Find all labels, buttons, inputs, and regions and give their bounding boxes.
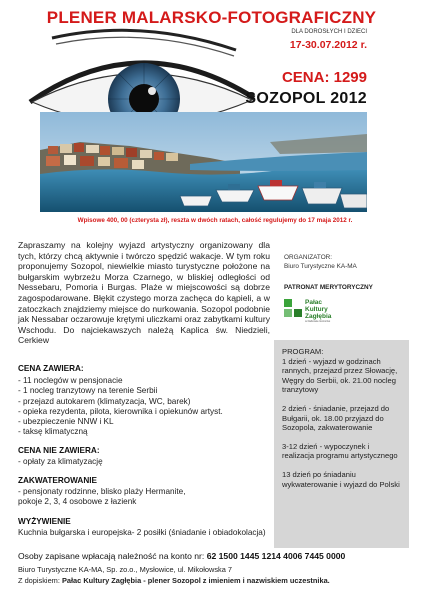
account-prefix: Osoby zapisane wpłacają należność na konto nr:: [18, 551, 207, 561]
transfer-note: Pałac Kultury Zagłębia - plener Sozopol z imieniem i nazwiskiem uczestnika.: [61, 576, 330, 585]
includes-item: - opieka rezydenta, pilota, kierownika i opiekunów artyst.: [18, 406, 223, 416]
organizer-name: Biuro Turystyczne KA-MA: [284, 263, 357, 270]
accommodation-item: pokoje 2, 3, 4 osobowe z łazienk: [18, 497, 137, 507]
includes-list: [18, 376, 223, 438]
includes-item: - 11 noclegów w pensjonacie: [18, 376, 123, 385]
logo-line-3: Zagłębia: [305, 313, 332, 320]
accommodation-heading: ZAKWATEROWANIE: [18, 476, 97, 485]
poster-title: PLENER MALARSKO-FOTOGRAFICZNY: [46, 8, 377, 27]
food-heading: WYŻYWIENIE: [18, 517, 71, 526]
transfer-note-line: [18, 576, 330, 585]
logo-line-2: Kultury: [305, 306, 328, 313]
intro-paragraph: Zapraszamy na kolejny wyjazd artystyczny organizowany dla tych, którzy chcą aktywnie i twórczo spędzić wakacje. W tym roku proponujemy Sozopol, niewielkie miasto turystyczne położone na bułgarskim wybrzeżu Morza Czarnego, w bliskiej odległości od Nessebaru, Pomoria i Burgas. Plaże w miejscowości są dobrze zagospodarowane. Błękit czystego morza zachęca do kąpieli, a w zatoczkach znajdziemy miejsce do nurkowania. Sozopol podobnie jak Nessabar oczarowuje krętymi uliczkami oraz zabytkami kultury Wschodu. Do najciekawszych należą Kaplica św. Niedzieli, Cerkiew: [18, 240, 270, 346]
program-item-2: 2 dzień - śniadanie, przejazd do Bułgarii, ok. 18.00 przyjazd do Sozopola, zakwaterowanie: [282, 403, 390, 433]
palac-kultury-logo-icon: [284, 296, 344, 322]
sozopol-photo: [40, 112, 367, 212]
program-item-3: 3-12 dzień - wypoczynek i realizacja programu artystycznego: [282, 441, 398, 461]
price: CENA: 1299: [281, 69, 367, 86]
includes-item: - taksę klimatyczną: [18, 427, 88, 437]
event-dates: 17-30.07.2012 r.: [289, 39, 367, 51]
accommodation-item: - pensjonaty rodzinne, blisko plaży Hermanite,: [18, 487, 186, 496]
program-box: [274, 340, 409, 548]
food-item: Kuchnia bułgarska i europejska- 2 posiłki (śniadanie i obiadokolacja): [18, 528, 266, 537]
excludes-heading: CENA NIE ZAWIERA:: [18, 446, 100, 455]
includes-item: - ubezpieczenie NNW i KL: [18, 417, 114, 427]
patron-label: PATRONAT MERYTORYCZNY: [284, 284, 373, 291]
payment-account-line: [18, 551, 345, 561]
logo-line-1: Pałac: [305, 299, 322, 306]
includes-heading: CENA ZAWIERA:: [18, 364, 84, 373]
includes-item: - przejazd autokarem (klimatyzacja, WC, barek): [18, 396, 191, 406]
poster-subtitle: DLA DOROSŁYCH I DZIECI: [291, 29, 367, 35]
accommodation-list: [18, 487, 185, 508]
bank-account-number: 62 1500 1445 1214 4006 7445 0000: [206, 551, 346, 561]
program-item-4: 13 dzień po śniadaniu wykwaterowanie i wyjazd do Polski: [282, 469, 400, 489]
includes-item: - 1 nocleg tranzytowy na terenie Serbii: [18, 386, 158, 396]
food-text: [18, 528, 266, 538]
excludes-item: - opłaty za klimatyzację: [18, 457, 103, 466]
excludes-list: [18, 457, 103, 467]
agency-address: Biuro Turystyczne KA-MA, Sp. zo.o., Mysłowice, ul. Mikołowska 7: [18, 565, 232, 574]
transfer-note-prefix: Z dopiskiem:: [18, 576, 62, 585]
program-item-1: PROGRAM: 1 dzień - wyjazd w godzinach rannych, przejazd przez Słowację, Węgry do Serbii, ok. 21.00 nocleg tranzytowy: [282, 347, 398, 395]
palac-kultury-logo: [284, 296, 344, 322]
payment-note: Wpisowe 400, 00 (czterysta zł), reszta w dwóch ratach, całość regulujemy do 17 maja 2012 r.: [77, 217, 353, 224]
logo-small-text: w Dąbrowie Górniczej: [305, 320, 331, 322]
organizer-label: ORGANIZATOR:: [284, 254, 333, 261]
destination-title: SOZOPOL 2012: [245, 90, 367, 107]
